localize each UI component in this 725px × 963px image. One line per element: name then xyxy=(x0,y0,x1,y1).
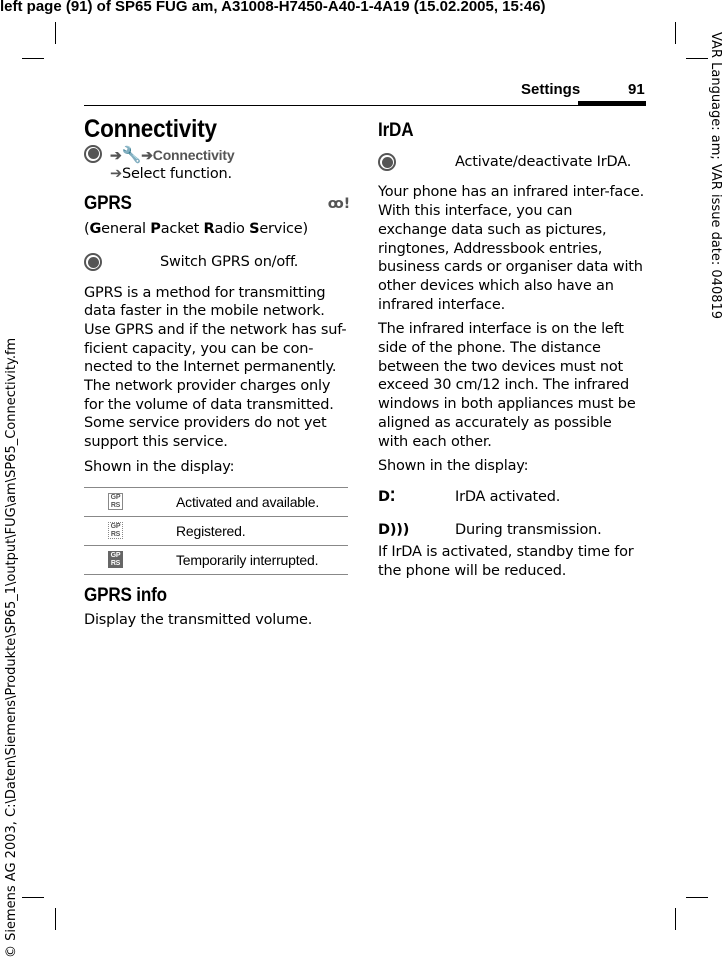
page-number: 91 xyxy=(628,81,645,98)
var-info: VAR Language: am; VAR issue date: 040819 xyxy=(708,32,723,320)
crop-mark xyxy=(675,908,676,930)
joystick-icon xyxy=(378,153,396,171)
crop-mark xyxy=(22,58,44,59)
path-step: Select function. xyxy=(121,165,232,182)
gprs-active-icon: GP RS xyxy=(108,493,123,510)
gprs-status-table xyxy=(84,487,348,575)
gprs-description: GPRS is a method for transmitting data faster in the mobile network. Use GPRS and if the network has suf-ficient capacity, you can be con-nected to the Internet permanently. The network provider charges only for the volume of data transmitted. Some service providers do not yet support this service. xyxy=(84,284,347,451)
gprs-info-text: Display the transmitted volume. xyxy=(84,612,313,629)
gprs-heading: GPRS xyxy=(84,193,132,215)
header-line xyxy=(84,105,646,106)
irda-para-1: Your phone has an infrared inter-face. With this interface, you can exchange data such as pictures, ringtones, Addressbook entries, business cards or organiser data with other devices which also have an infrared interface. xyxy=(378,184,645,313)
crop-mark xyxy=(675,22,676,44)
table-row xyxy=(84,516,348,545)
table-row xyxy=(84,545,348,574)
menu-path: Connectivity xyxy=(152,146,235,163)
irda-para-2: The infrared interface is on the left side of the phone. The distance between the two devices must not exceed 30 cm/12 inch. The infrared windows in both appliances must be aligned as accurately as possible with each other. xyxy=(378,321,636,450)
status-label: Temporarily interrupted. xyxy=(176,545,348,574)
page-title: Connectivity xyxy=(84,115,217,143)
doc-info: left page (91) of SP65 FUG am, A31008-H7450-A40-1-4A19 (15.02.2005, 15:46) xyxy=(0,0,546,15)
irda-shown-label: Shown in the display: xyxy=(378,458,529,475)
irda-active-icon: D⁚ xyxy=(378,488,396,505)
irda-status: During transmission. xyxy=(455,521,602,538)
running-header-section: Settings xyxy=(521,81,581,98)
joystick-icon xyxy=(84,253,102,271)
irda-transmit-icon: D))) xyxy=(378,521,410,538)
crop-mark xyxy=(55,22,56,44)
irda-para-3: If IrDA is activated, standby time for the phone will be reduced. xyxy=(378,544,634,580)
wrench-icon: 🔧 xyxy=(121,146,142,164)
irda-heading: IrDA xyxy=(378,120,414,141)
status-label: Registered. xyxy=(176,516,348,545)
gprs-info-heading: GPRS info xyxy=(84,584,167,606)
gprs-registered-icon: GP RS xyxy=(108,522,123,539)
file-path: © Siemens AG 2003, C:\Daten\Siemens\Produkte\SP65_1\output\FUG\am\SP65_Connectivity.fm xyxy=(4,337,19,958)
gprs-subtitle: (General Packet Radio Service) xyxy=(84,221,308,238)
table-row xyxy=(84,487,348,516)
crop-mark xyxy=(55,908,56,930)
irda-status: IrDA activated. xyxy=(455,488,561,505)
gprs-interrupted-icon: GP RS xyxy=(108,551,123,568)
status-label: Activated and available. xyxy=(176,487,348,516)
crop-mark xyxy=(686,58,708,59)
gprs-network-icon: ꝏ! xyxy=(327,196,350,213)
irda-action: Activate/deactivate IrDA. xyxy=(455,153,632,170)
joystick-icon xyxy=(84,145,102,163)
gprs-shown-label: Shown in the display: xyxy=(84,458,235,475)
crop-mark xyxy=(686,897,708,898)
crop-mark xyxy=(22,897,44,898)
gprs-action: Switch GPRS on/off. xyxy=(160,253,299,270)
